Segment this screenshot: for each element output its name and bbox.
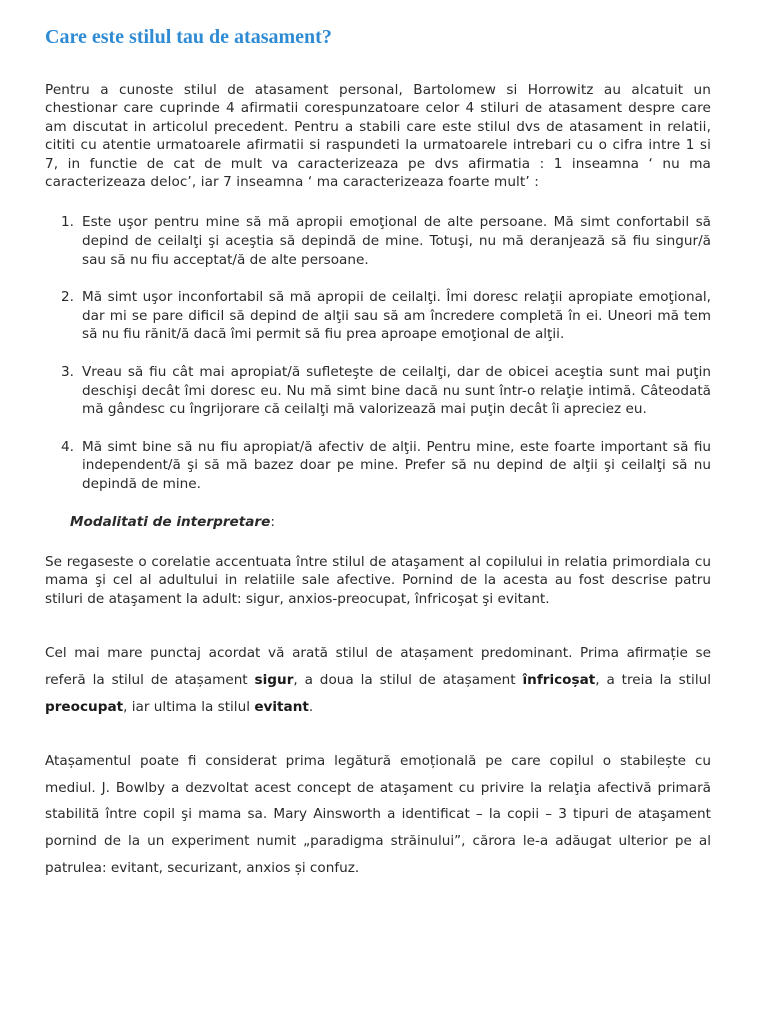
scoring-text: , a doua la stilul de atașament bbox=[293, 672, 523, 689]
style-evitant: evitant bbox=[254, 698, 309, 715]
statement-item bbox=[61, 213, 711, 269]
style-preocupat: preocupat bbox=[45, 698, 124, 715]
correlation-paragraph: Se regaseste o corelatie accentuata între stilul de ataşament al copilului in relatia primordiala cu mama şi cel al adultului in relatiile sale afective. Pornind de la acesta au fost descrise patru stiluri de ataşament la adult: sigur, anxios-preocupat, înfricoşat şi evitant. bbox=[45, 553, 711, 607]
statement-number: 2. bbox=[61, 289, 74, 306]
statement-item bbox=[61, 288, 711, 344]
statement-text: Mă simt uşor inconfortabil să mă apropii de ceilalţi. Îmi doresc relaţii apropiate emoţional, dar mi se pare dificil să depind de alţii sau să am încredere completă în ei. Uneori mă tem să nu fiu rănit/ă dacă îmi permit să fiu prea aproape emoţional de alţii. bbox=[82, 289, 711, 343]
interpretation-heading-text: Modalitati de interpretare bbox=[70, 513, 271, 530]
scoring-text: , iar ultima la stilul bbox=[123, 698, 255, 715]
intro-paragraph: Pentru a cunoste stilul de atasament personal, Bartolomew si Horrowitz au alcatuit un chestionar care cuprinde 4 afirmatii corespunzatoare celor 4 stiluri de atasament despre care am discutat in articolul precedent. Pentru a stabili care este stilul dvs de atasament in relatii, cititi cu atentie urmatoarele afirmatii si raspundeti la urmatoarele intrebari cu o cifra intre 1 si 7, in functie de cat de mult va caracterizeaza pe dvs afirmatia : 1 inseamna ‘ nu ma caracterizeaza deloc’, iar 7 inseamna ‘ ma caracterizeaza foarte mult’ : bbox=[45, 82, 711, 191]
scoring-paragraph bbox=[45, 640, 711, 720]
statement-item bbox=[61, 438, 711, 494]
statement-text: Este uşor pentru mine să mă apropii emoţional de alte persoane. Mă simt confortabil să depind de ceilalţi şi aceştia să depindă de mine. Totuşi, nu mă deranjează să fiu singur/ă sau să nu fiu acceptat/ă de alte persoane. bbox=[82, 214, 711, 268]
scoring-text: , a treia la stilul bbox=[595, 672, 711, 689]
statement-number: 1. bbox=[61, 214, 74, 231]
style-sigur: sigur bbox=[254, 672, 294, 689]
style-infricosat: înfricoșat bbox=[522, 672, 596, 689]
page-title: Care este stilul tau de atasament? bbox=[45, 26, 332, 48]
interpretation-heading-colon: : bbox=[270, 513, 275, 530]
statement-number: 4. bbox=[61, 438, 74, 455]
statement-number: 3. bbox=[61, 364, 74, 380]
statement-text: Mă simt bine să nu fiu apropiat/ă afectiv de alţii. Pentru mine, este foarte important să fiu independent/ă şi să mă bazez doar pe mine. Prefer să nu depind de alţii şi ceilalţi să nu depindă de mine. bbox=[82, 438, 711, 492]
scoring-text: . bbox=[308, 698, 314, 715]
attachment-history-paragraph: Atașamentul poate fi considerat prima legătură emoțională pe care copilul o stabilește cu mediul. J. Bowlby a dezvoltat acest concept de ataşament cu privire la relaţia afectivă primară stabilită între copil şi mama sa. Mary Ainsworth a identificat – la copii – 3 tipuri de ataşament pornind de la un experiment numit „paradigma străinului”, cărora le-a adăugat ulterior pe al patrulea: evitant, securizant, anxios și confuz. bbox=[45, 752, 711, 876]
scoring-text: Cel mai mare punctaj acordat vă arată stilul de atașament predominant. Prima afirmație se referă la stilul de atașament bbox=[45, 645, 711, 689]
interpretation-heading bbox=[70, 513, 711, 531]
statement-text: Vreau să fiu cât mai apropiat/ă sufleteşte de ceilalţi, dar de obicei aceştia sunt mai puţin deschişi decât îmi doresc eu. Nu mă simt bine dacă nu sunt într-o relaţie intimă. Câteodată mă gândesc cu îngrijorare că ceilalţi mă valorizează mai puţin decât îi apreciez eu. bbox=[82, 364, 711, 418]
statement-list bbox=[45, 213, 711, 493]
statement-item bbox=[61, 363, 711, 419]
